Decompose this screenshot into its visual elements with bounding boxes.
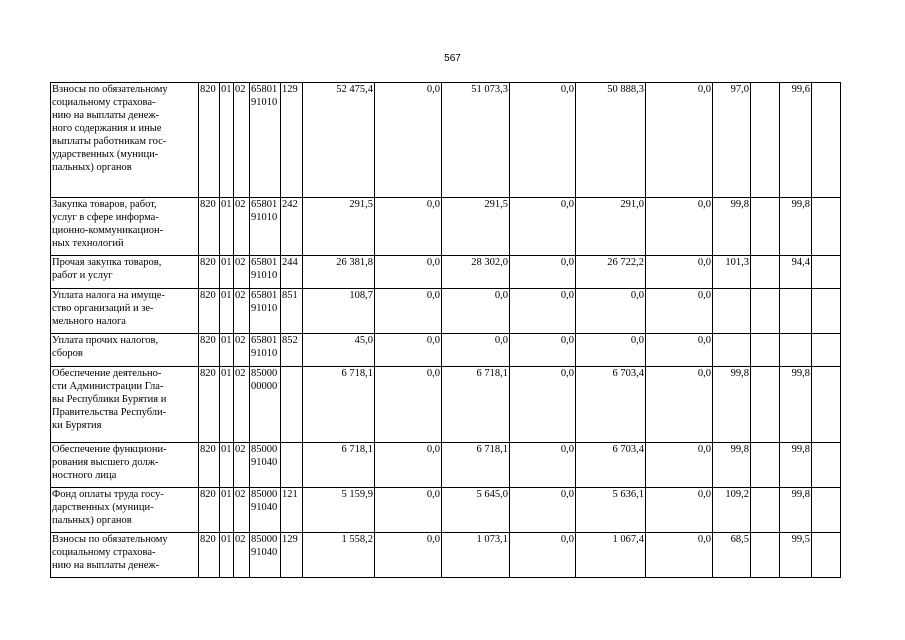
percent-cell-3: 99,8 <box>780 488 812 533</box>
target-article-cell <box>250 198 281 256</box>
expense-name-line: сборов <box>52 348 83 359</box>
target-article-line: 91010 <box>251 270 278 281</box>
department-code-cell: 820 <box>199 367 220 443</box>
amount-cell-1: 45,0 <box>303 334 375 367</box>
subsection-code-cell: 02 <box>234 289 250 334</box>
percent-cell-4 <box>812 334 841 367</box>
percent-cell-3: 99,8 <box>780 198 812 256</box>
amount-cell-4: 0,0 <box>510 443 576 488</box>
table-row <box>51 83 841 198</box>
amount-cell-1: 52 475,4 <box>303 83 375 198</box>
subsection-code-cell: 02 <box>234 367 250 443</box>
expense-name-cell <box>51 289 199 334</box>
target-article-line: 91040 <box>251 547 278 558</box>
amount-cell-4: 0,0 <box>510 488 576 533</box>
table-body <box>51 83 841 578</box>
expense-type-cell <box>281 367 303 443</box>
target-article-line: 91010 <box>251 303 278 314</box>
target-article-cell <box>250 256 281 289</box>
amount-cell-4: 0,0 <box>510 367 576 443</box>
amount-cell-5: 26 722,2 <box>576 256 646 289</box>
amount-cell-1: 108,7 <box>303 289 375 334</box>
section-code-cell: 01 <box>220 533 234 578</box>
target-article-cell <box>250 334 281 367</box>
amount-cell-2: 0,0 <box>375 334 442 367</box>
target-article-line: 85000 <box>251 489 278 500</box>
expense-name-line: социальному страхова- <box>52 97 156 108</box>
target-article-line: 00000 <box>251 381 278 392</box>
percent-cell-4 <box>812 83 841 198</box>
department-code-cell: 820 <box>199 443 220 488</box>
percent-cell-1: 68,5 <box>713 533 751 578</box>
table-row <box>51 256 841 289</box>
target-article-line: 91010 <box>251 97 278 108</box>
amount-cell-6: 0,0 <box>646 367 713 443</box>
expense-name-line: Уплата прочих налогов, <box>52 335 159 346</box>
amount-cell-6: 0,0 <box>646 83 713 198</box>
expense-name-line: сти Администрации Гла- <box>52 381 164 392</box>
percent-cell-2 <box>751 256 780 289</box>
amount-cell-3: 0,0 <box>442 334 510 367</box>
expense-name-line: Обеспечение деятельно- <box>52 368 162 379</box>
page-number: 567 <box>444 53 461 64</box>
amount-cell-3: 6 718,1 <box>442 443 510 488</box>
amount-cell-6: 0,0 <box>646 488 713 533</box>
amount-cell-3: 1 073,1 <box>442 533 510 578</box>
amount-cell-5: 291,0 <box>576 198 646 256</box>
amount-cell-3: 5 645,0 <box>442 488 510 533</box>
amount-cell-6: 0,0 <box>646 533 713 578</box>
target-article-line: 91040 <box>251 457 278 468</box>
amount-cell-4: 0,0 <box>510 83 576 198</box>
percent-cell-1: 99,8 <box>713 367 751 443</box>
expense-name-line: ционно-коммуникацион- <box>52 225 164 236</box>
percent-cell-4 <box>812 533 841 578</box>
department-code-cell: 820 <box>199 488 220 533</box>
percent-cell-3: 99,8 <box>780 367 812 443</box>
section-code-cell: 01 <box>220 289 234 334</box>
amount-cell-3: 291,5 <box>442 198 510 256</box>
amount-cell-4: 0,0 <box>510 334 576 367</box>
expense-name-line: мельного налога <box>52 316 126 327</box>
amount-cell-1: 26 381,8 <box>303 256 375 289</box>
expense-name-line: социальному страхова- <box>52 547 156 558</box>
percent-cell-2 <box>751 334 780 367</box>
amount-cell-5: 6 703,4 <box>576 367 646 443</box>
amount-cell-5: 5 636,1 <box>576 488 646 533</box>
amount-cell-6: 0,0 <box>646 334 713 367</box>
percent-cell-1: 97,0 <box>713 83 751 198</box>
expense-name-line: рования высшего долж- <box>52 457 159 468</box>
percent-cell-3 <box>780 334 812 367</box>
percent-cell-2 <box>751 533 780 578</box>
percent-cell-1: 101,3 <box>713 256 751 289</box>
budget-execution-table <box>50 82 841 578</box>
amount-cell-6: 0,0 <box>646 256 713 289</box>
amount-cell-4: 0,0 <box>510 256 576 289</box>
expense-type-cell: 129 <box>281 83 303 198</box>
target-article-cell <box>250 83 281 198</box>
expense-name-line: пальных) органов <box>52 162 132 173</box>
expense-name-line: ударственных (муници- <box>52 149 159 160</box>
percent-cell-4 <box>812 488 841 533</box>
expense-name-line: выплаты работникам гос- <box>52 136 167 147</box>
target-article-line: 85000 <box>251 534 278 545</box>
amount-cell-5: 0,0 <box>576 334 646 367</box>
percent-cell-3: 94,4 <box>780 256 812 289</box>
amount-cell-6: 0,0 <box>646 289 713 334</box>
percent-cell-3 <box>780 289 812 334</box>
target-article-cell <box>250 488 281 533</box>
table-row <box>51 443 841 488</box>
amount-cell-1: 1 558,2 <box>303 533 375 578</box>
target-article-cell <box>250 533 281 578</box>
percent-cell-3: 99,6 <box>780 83 812 198</box>
amount-cell-5: 6 703,4 <box>576 443 646 488</box>
amount-cell-3: 0,0 <box>442 289 510 334</box>
expense-name-line: услуг в сфере информа- <box>52 212 159 223</box>
percent-cell-1: 99,8 <box>713 198 751 256</box>
amount-cell-4: 0,0 <box>510 533 576 578</box>
expense-name-line: Правительства Республи- <box>52 407 167 418</box>
amount-cell-5: 50 888,3 <box>576 83 646 198</box>
percent-cell-2 <box>751 289 780 334</box>
department-code-cell: 820 <box>199 198 220 256</box>
expense-name-line: ки Бурятия <box>52 420 102 431</box>
amount-cell-2: 0,0 <box>375 198 442 256</box>
department-code-cell: 820 <box>199 334 220 367</box>
amount-cell-4: 0,0 <box>510 198 576 256</box>
subsection-code-cell: 02 <box>234 334 250 367</box>
target-article-line: 91010 <box>251 212 278 223</box>
target-article-line: 65801 <box>251 290 278 301</box>
percent-cell-1 <box>713 334 751 367</box>
expense-name-line: вы Республики Бурятия и <box>52 394 167 405</box>
subsection-code-cell: 02 <box>234 198 250 256</box>
expense-name-line: нию на выплаты денеж- <box>52 560 160 571</box>
expense-name-line: Взносы по обязательному <box>52 534 168 545</box>
subsection-code-cell: 02 <box>234 83 250 198</box>
table-row <box>51 488 841 533</box>
percent-cell-2 <box>751 443 780 488</box>
expense-name-line: пальных) органов <box>52 515 132 526</box>
table-row <box>51 533 841 578</box>
expense-name-line: Закупка товаров, работ, <box>52 199 157 210</box>
expense-name-cell <box>51 367 199 443</box>
amount-cell-1: 5 159,9 <box>303 488 375 533</box>
percent-cell-1: 99,8 <box>713 443 751 488</box>
expense-name-line: Обеспечение функциони- <box>52 444 167 455</box>
expense-type-cell: 129 <box>281 533 303 578</box>
expense-type-cell: 852 <box>281 334 303 367</box>
expense-name-line: дарственных (муници- <box>52 502 154 513</box>
section-code-cell: 01 <box>220 334 234 367</box>
amount-cell-3: 28 302,0 <box>442 256 510 289</box>
subsection-code-cell: 02 <box>234 443 250 488</box>
table-row <box>51 334 841 367</box>
table-row <box>51 367 841 443</box>
expense-type-cell: 851 <box>281 289 303 334</box>
amount-cell-2: 0,0 <box>375 256 442 289</box>
amount-cell-1: 6 718,1 <box>303 367 375 443</box>
expense-name-line: работ и услуг <box>52 270 113 281</box>
expense-type-cell <box>281 443 303 488</box>
percent-cell-2 <box>751 488 780 533</box>
amount-cell-3: 51 073,3 <box>442 83 510 198</box>
target-article-cell <box>250 289 281 334</box>
percent-cell-4 <box>812 256 841 289</box>
expense-name-line: ного содержания и иные <box>52 123 162 134</box>
table-row <box>51 289 841 334</box>
expense-type-cell: 121 <box>281 488 303 533</box>
expense-name-line: нию на выплаты денеж- <box>52 110 160 121</box>
expense-type-cell: 242 <box>281 198 303 256</box>
amount-cell-4: 0,0 <box>510 289 576 334</box>
percent-cell-4 <box>812 367 841 443</box>
section-code-cell: 01 <box>220 367 234 443</box>
percent-cell-4 <box>812 198 841 256</box>
percent-cell-2 <box>751 83 780 198</box>
target-article-line: 65801 <box>251 335 278 346</box>
section-code-cell: 01 <box>220 488 234 533</box>
expense-name-cell <box>51 334 199 367</box>
expense-name-cell <box>51 256 199 289</box>
amount-cell-2: 0,0 <box>375 289 442 334</box>
section-code-cell: 01 <box>220 256 234 289</box>
percent-cell-3: 99,8 <box>780 443 812 488</box>
amount-cell-6: 0,0 <box>646 198 713 256</box>
section-code-cell: 01 <box>220 198 234 256</box>
percent-cell-2 <box>751 367 780 443</box>
target-article-line: 91010 <box>251 348 278 359</box>
section-code-cell: 01 <box>220 443 234 488</box>
expense-name-line: Взносы по обязательному <box>52 84 168 95</box>
amount-cell-2: 0,0 <box>375 83 442 198</box>
amount-cell-5: 1 067,4 <box>576 533 646 578</box>
section-code-cell: 01 <box>220 83 234 198</box>
amount-cell-1: 291,5 <box>303 198 375 256</box>
amount-cell-2: 0,0 <box>375 533 442 578</box>
target-article-line: 65801 <box>251 84 278 95</box>
department-code-cell: 820 <box>199 533 220 578</box>
expense-name-line: ных технологий <box>52 238 124 249</box>
target-article-line: 91040 <box>251 502 278 513</box>
percent-cell-1 <box>713 289 751 334</box>
department-code-cell: 820 <box>199 83 220 198</box>
percent-cell-1: 109,2 <box>713 488 751 533</box>
expense-name-cell <box>51 443 199 488</box>
target-article-line: 65801 <box>251 199 278 210</box>
table-row <box>51 198 841 256</box>
expense-name-line: ностного лица <box>52 470 117 481</box>
expense-name-line: Фонд оплаты труда госу- <box>52 489 164 500</box>
percent-cell-4 <box>812 289 841 334</box>
amount-cell-2: 0,0 <box>375 367 442 443</box>
amount-cell-3: 6 718,1 <box>442 367 510 443</box>
target-article-line: 65801 <box>251 257 278 268</box>
amount-cell-5: 0,0 <box>576 289 646 334</box>
target-article-cell <box>250 367 281 443</box>
subsection-code-cell: 02 <box>234 533 250 578</box>
subsection-code-cell: 02 <box>234 488 250 533</box>
percent-cell-2 <box>751 198 780 256</box>
amount-cell-2: 0,0 <box>375 443 442 488</box>
subsection-code-cell: 02 <box>234 256 250 289</box>
expense-name-cell <box>51 83 199 198</box>
expense-name-line: Прочая закупка товаров, <box>52 257 162 268</box>
department-code-cell: 820 <box>199 256 220 289</box>
amount-cell-1: 6 718,1 <box>303 443 375 488</box>
expense-name-cell <box>51 198 199 256</box>
expense-name-cell <box>51 533 199 578</box>
amount-cell-6: 0,0 <box>646 443 713 488</box>
percent-cell-4 <box>812 443 841 488</box>
department-code-cell: 820 <box>199 289 220 334</box>
expense-type-cell: 244 <box>281 256 303 289</box>
target-article-line: 85000 <box>251 368 278 379</box>
amount-cell-2: 0,0 <box>375 488 442 533</box>
expense-name-line: Уплата налога на имуще- <box>52 290 165 301</box>
percent-cell-3: 99,5 <box>780 533 812 578</box>
target-article-line: 85000 <box>251 444 278 455</box>
expense-name-cell <box>51 488 199 533</box>
expense-name-line: ство организаций и зе- <box>52 303 154 314</box>
target-article-cell <box>250 443 281 488</box>
